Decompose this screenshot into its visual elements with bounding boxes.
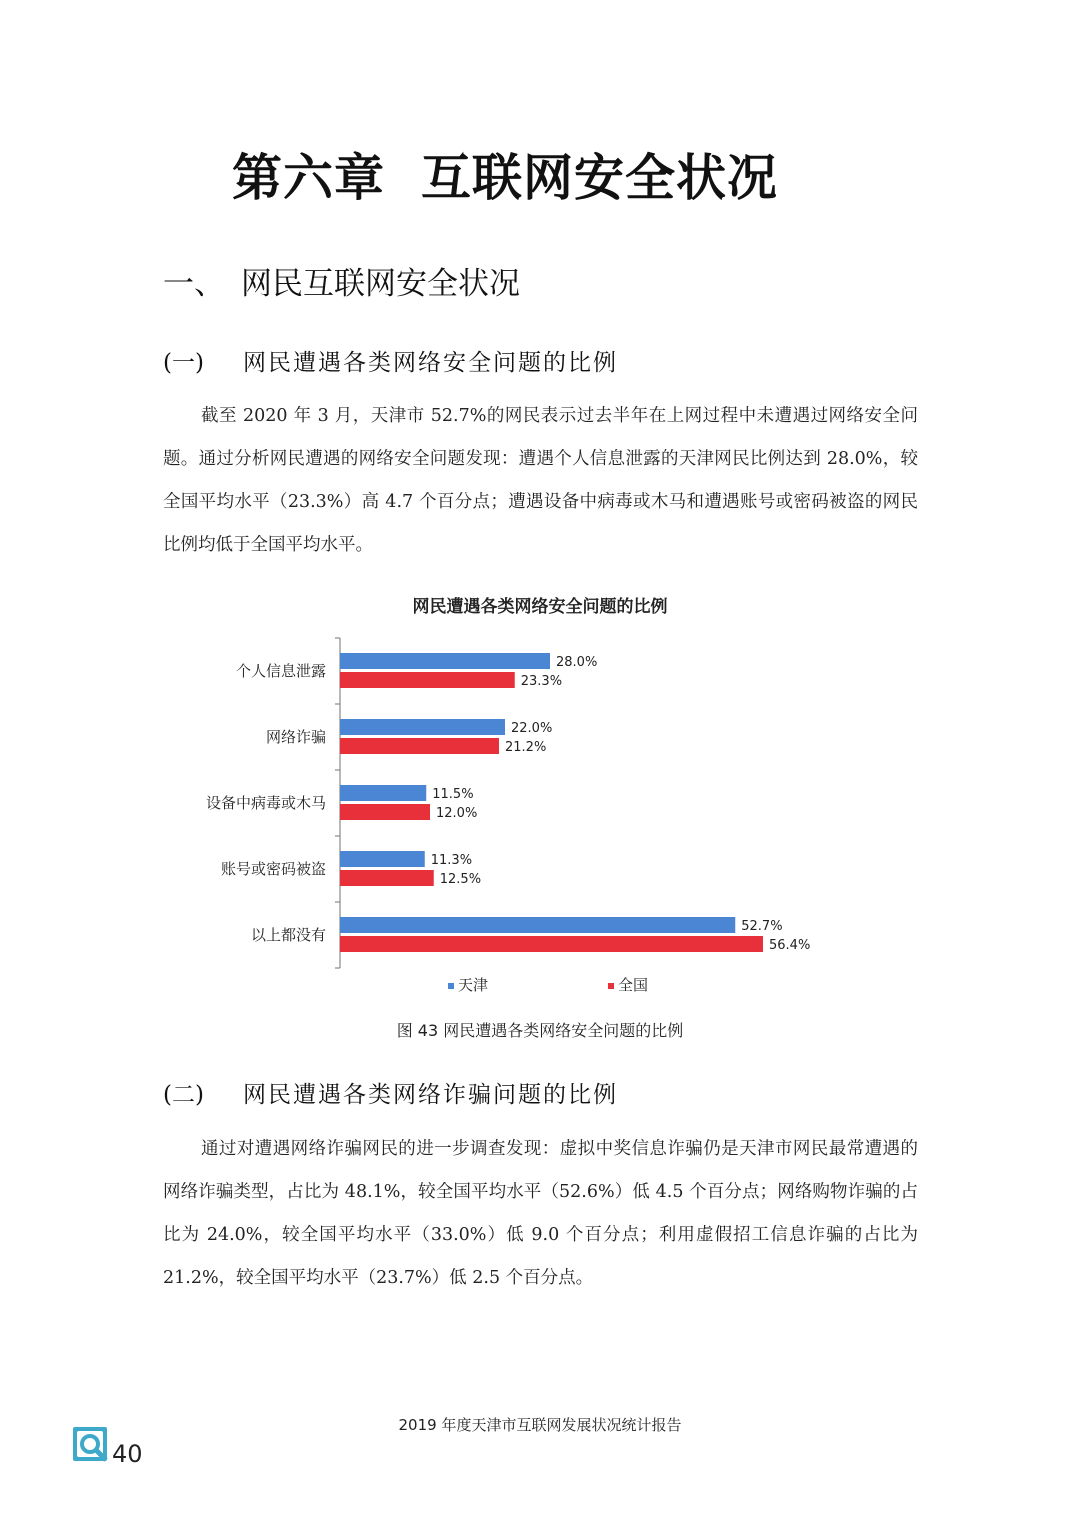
category-label: 个人信息泄露 xyxy=(235,662,326,680)
category-label: 账号或密码被盗 xyxy=(220,860,326,878)
chapter-number: 第六章 xyxy=(232,148,385,207)
bar-national xyxy=(340,672,515,688)
bar-national xyxy=(340,870,434,886)
category-label: 设备中病毒或木马 xyxy=(205,794,326,812)
subsection-number-2: (二) xyxy=(163,1082,204,1108)
data-label: 21.2% xyxy=(505,740,547,755)
data-label: 28.0% xyxy=(556,655,598,670)
legend-swatch xyxy=(448,983,454,989)
data-label: 12.5% xyxy=(439,872,482,887)
footer-report-title: 2019 年度天津市互联网发展状况统计报告 xyxy=(398,1416,682,1434)
data-label: 22.0% xyxy=(511,721,553,736)
category-label: 网络诈骗 xyxy=(265,728,326,746)
bar-tianjin xyxy=(340,785,426,801)
subsection-heading-2 xyxy=(163,1076,618,1109)
bar-national xyxy=(340,804,430,820)
chart-svg xyxy=(160,590,920,1010)
paragraph-2: 通过对遭遇网络诈骗网民的进一步调查发现：虚拟中奖信息诈骗仍是天津市网民最常遭遇的网络诈骗类型，占比为 48.1%，较全国平均水平（52.6%）低 4.5 个百分点；网络购物诈骗的占比为 24.0%，较全国平均水平（33.0%）低 9.0 个百分点；利用虚假招工信息诈骗的占比为 21.2%，较全国平均水平（23.7%）低 2.5 个百分点。 xyxy=(163,1139,918,1288)
section-number: 一、 xyxy=(163,266,225,302)
legend-label: 全国 xyxy=(618,976,649,994)
page-number: 40 xyxy=(112,1440,143,1468)
category-label: 以上都没有 xyxy=(250,926,326,944)
subsection-heading-1 xyxy=(163,344,618,377)
legend-swatch xyxy=(608,983,614,989)
bar-chart xyxy=(160,590,920,1010)
subsection-title-2: 网民遭遇各类网络诈骗问题的比例 xyxy=(243,1082,618,1108)
chapter-title xyxy=(0,138,1010,210)
data-label: 11.5% xyxy=(432,787,474,802)
section-heading xyxy=(163,258,520,303)
subsection-number-1: (一) xyxy=(163,350,204,376)
data-label: 52.7% xyxy=(741,919,783,934)
bar-tianjin xyxy=(340,653,550,669)
paragraph-1: 截至 2020 年 3 月，天津市 52.7%的网民表示过去半年在上网过程中未遭遇过网络安全问题。通过分析网民遭遇的网络安全问题发现：遭遇个人信息泄露的天津网民比例达到 28.0%，较全国平均水平（23.3%）高 4.7 个百分点；遭遇设备中病毒或木马和遭遇账号或密码被盗的网民比例均低于全国平均水平。 xyxy=(163,406,918,555)
chart-title: 网民遭遇各类网络安全问题的比例 xyxy=(412,597,668,617)
subsection-title-1: 网民遭遇各类网络安全问题的比例 xyxy=(243,350,618,376)
chapter-name: 互联网安全状况 xyxy=(421,148,778,207)
bar-tianjin xyxy=(340,719,505,735)
data-label: 12.0% xyxy=(436,806,478,821)
bar-tianjin xyxy=(340,851,425,867)
figure-caption: 图 43 网民遭遇各类网络安全问题的比例 xyxy=(396,1021,684,1040)
section-title: 网民互联网安全状况 xyxy=(241,266,520,302)
bar-national xyxy=(340,936,763,952)
data-label: 11.3% xyxy=(430,853,473,868)
report-logo-icon xyxy=(72,1426,110,1464)
bar-tianjin xyxy=(340,917,735,933)
legend-label: 天津 xyxy=(458,976,489,994)
data-label: 56.4% xyxy=(769,938,811,953)
bar-national xyxy=(340,738,499,754)
data-label: 23.3% xyxy=(520,674,563,689)
